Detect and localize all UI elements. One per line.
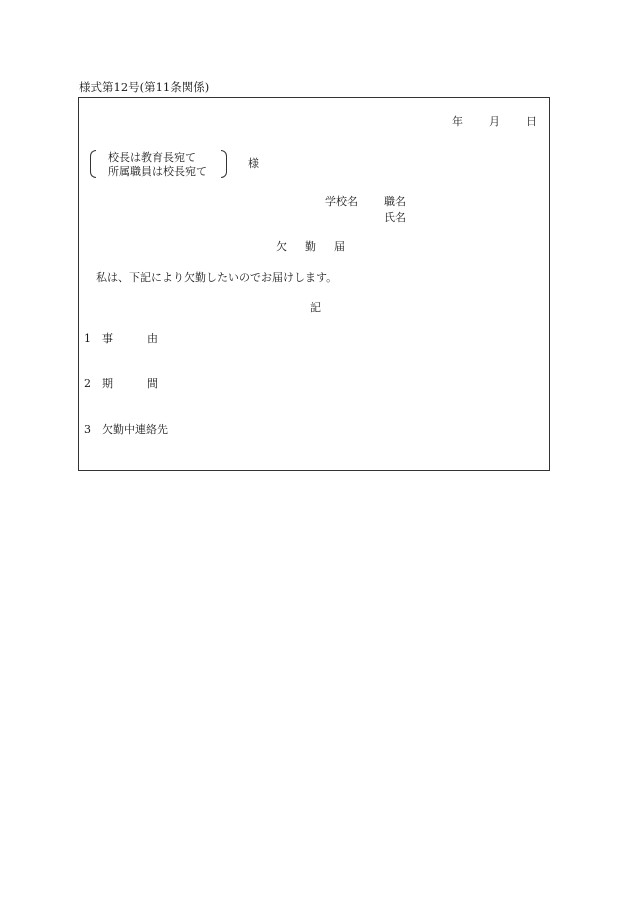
title-char-2: 勤 [305,240,316,253]
date-year-label: 年 [452,115,463,128]
title-char-3: 届 [334,240,345,253]
honorific: 様 [248,157,259,170]
body-statement: 私は、下記により欠勤したいのでお届けします。 [96,271,338,284]
item-1-label-b: 由 [147,332,158,345]
right-bracket [221,150,227,178]
item-2-label-b: 間 [147,377,158,390]
item-2-number: 2 [84,377,91,390]
document-title [276,241,345,252]
item-2-label [102,378,158,389]
full-name-label: 氏名 [384,211,406,224]
date-month-label: 月 [489,115,500,128]
item-1-number: 1 [84,332,91,345]
date-day-label: 日 [526,115,537,128]
item-3-number: 3 [84,423,91,436]
date-line [452,116,537,127]
item-1-label-a: 事 [102,332,113,345]
left-bracket [90,150,96,178]
ki-heading: 記 [310,301,321,314]
addressee-line-1: 校長は教育長宛て [108,151,196,164]
item-3-label: 欠勤中連絡先 [102,423,168,436]
item-1-label [102,333,158,344]
position-label: 職名 [384,195,406,208]
addressee-line-2: 所属職員は校長宛て [108,165,207,178]
form-number-label: 様式第12号(第11条関係) [79,80,210,94]
item-2-label-a: 期 [102,377,113,390]
school-name-label: 学校名 [325,195,358,208]
title-char-1: 欠 [276,240,287,253]
addressee-block [90,150,230,180]
